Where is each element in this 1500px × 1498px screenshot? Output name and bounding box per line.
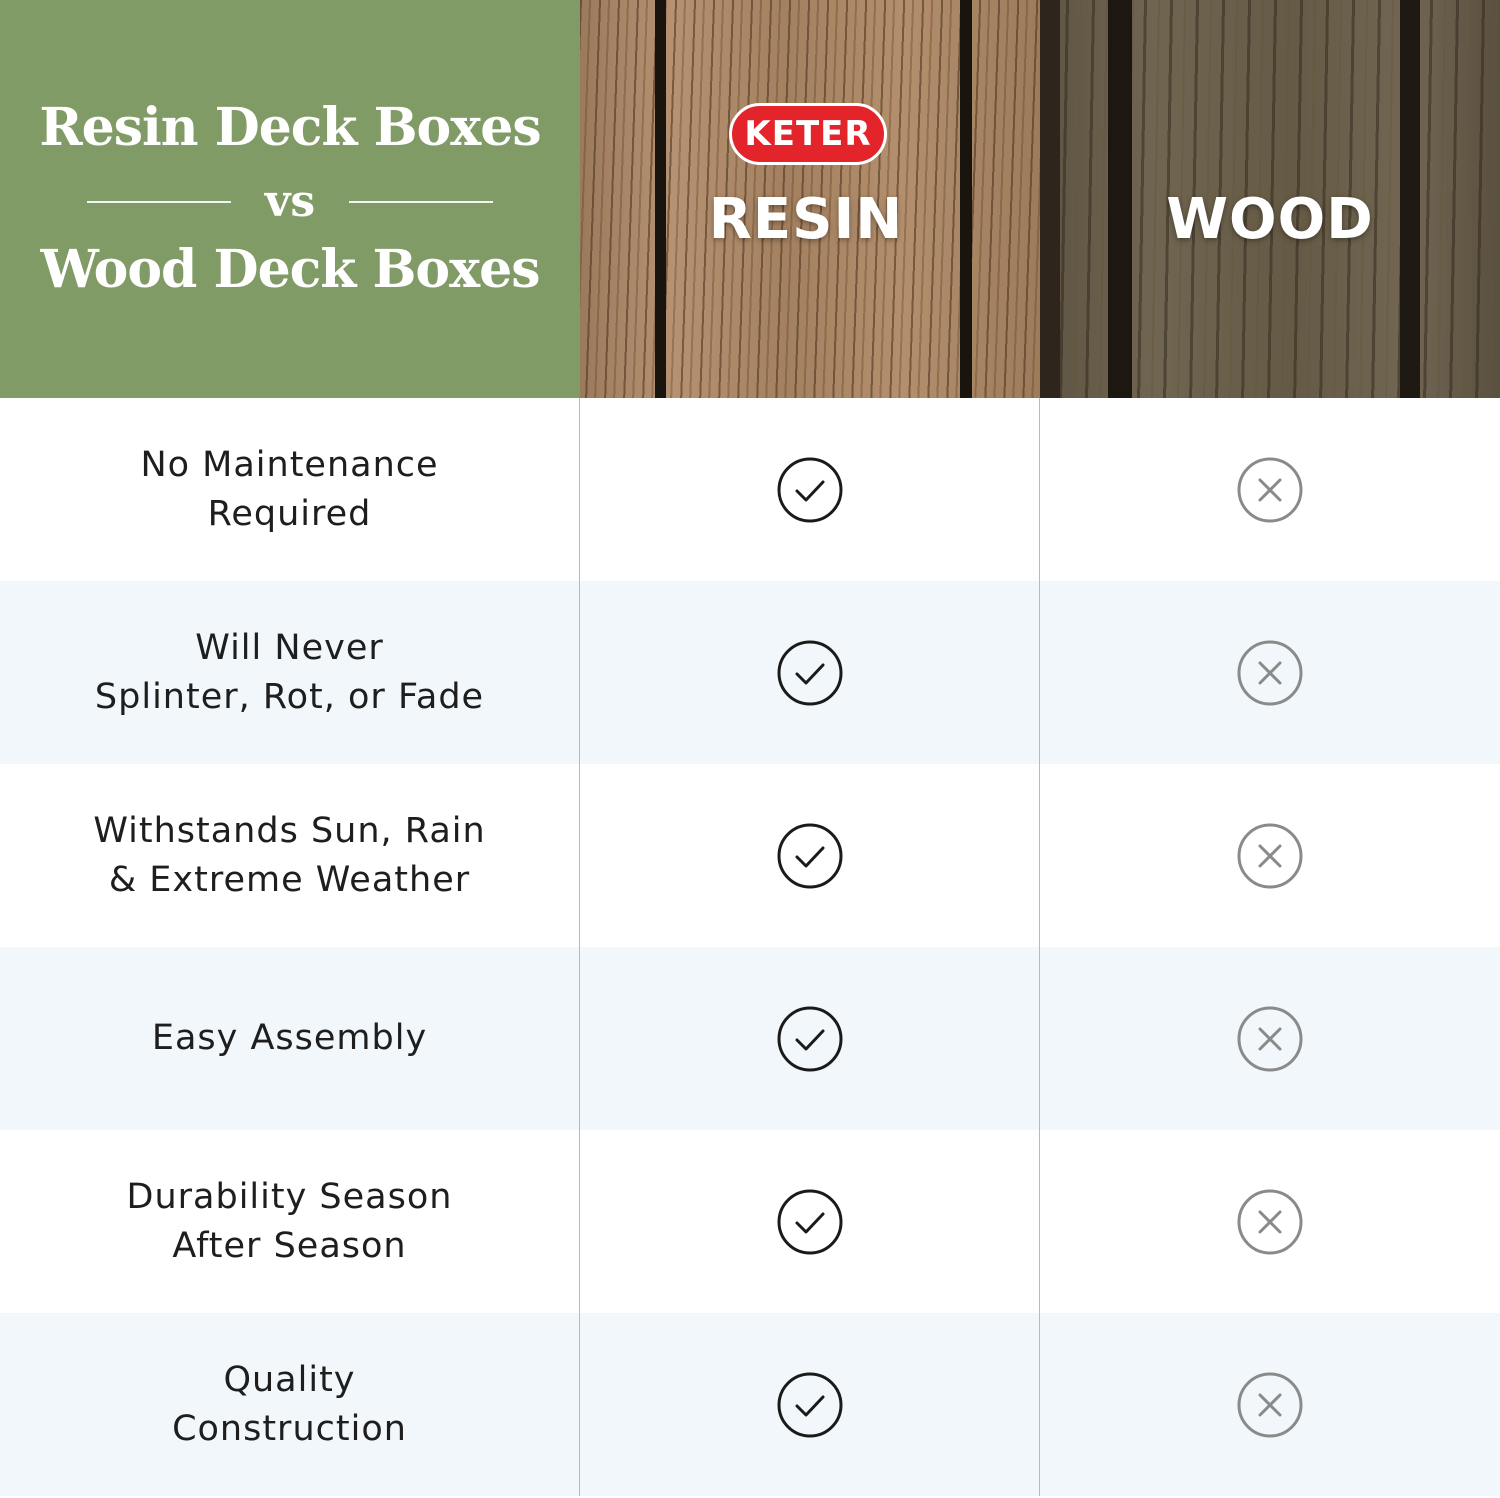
vs-text: vs (264, 176, 316, 227)
vs-row (87, 176, 493, 227)
resin-cell (580, 764, 1040, 947)
x-icon (1236, 456, 1304, 524)
title-panel (0, 0, 580, 398)
check-icon (776, 822, 844, 890)
resin-cell (580, 1130, 1040, 1313)
feature-label: Will Never Splinter, Rot, or Fade (94, 627, 485, 717)
resin-cell (580, 947, 1040, 1130)
wood-cell (1040, 764, 1500, 947)
feature-label: Quality Construction (172, 1359, 407, 1449)
check-icon (776, 1188, 844, 1256)
feature-label: Durability Season After Season (126, 1176, 453, 1266)
header (0, 0, 1500, 398)
wood-cell (1040, 1313, 1500, 1496)
feature-label: Easy Assembly (151, 1018, 428, 1058)
wood-cell (1040, 1130, 1500, 1313)
check-icon (776, 639, 844, 707)
x-icon (1236, 1005, 1304, 1073)
x-icon (1236, 1371, 1304, 1439)
vs-rule-left (87, 201, 231, 203)
x-icon (1236, 639, 1304, 707)
feature-label: No Maintenance Required (140, 444, 439, 534)
x-icon (1236, 822, 1304, 890)
check-icon (776, 1005, 844, 1073)
wood-cell (1040, 947, 1500, 1130)
wood-column-title: WOOD (1166, 187, 1374, 252)
resin-column-title: RESIN (708, 187, 904, 252)
wood-cell (1040, 398, 1500, 581)
comparison-rows (0, 398, 1500, 1496)
table-row (0, 1313, 1500, 1496)
vs-rule-right (349, 201, 493, 203)
title-line-1: Resin Deck Boxes (39, 97, 541, 158)
wood-header-panel (1040, 0, 1500, 398)
wood-cell (1040, 581, 1500, 764)
table-row (0, 947, 1500, 1130)
x-icon (1236, 1188, 1304, 1256)
resin-header-panel (580, 0, 1040, 398)
check-icon (776, 1371, 844, 1439)
table-row (0, 764, 1500, 947)
feature-label-cell (0, 764, 580, 947)
table-row (0, 581, 1500, 764)
keter-logo: KETER (729, 103, 887, 165)
feature-label-cell (0, 398, 580, 581)
resin-cell (580, 1313, 1040, 1496)
feature-label-cell (0, 947, 580, 1130)
feature-label-cell (0, 1313, 580, 1496)
resin-cell (580, 398, 1040, 581)
table-row (0, 398, 1500, 581)
title-line-2: Wood Deck Boxes (40, 239, 540, 300)
feature-label-cell (0, 1130, 580, 1313)
feature-label-cell (0, 581, 580, 764)
resin-cell (580, 581, 1040, 764)
table-row (0, 1130, 1500, 1313)
check-icon (776, 456, 844, 524)
feature-label: Withstands Sun, Rain & Extreme Weather (93, 810, 486, 900)
